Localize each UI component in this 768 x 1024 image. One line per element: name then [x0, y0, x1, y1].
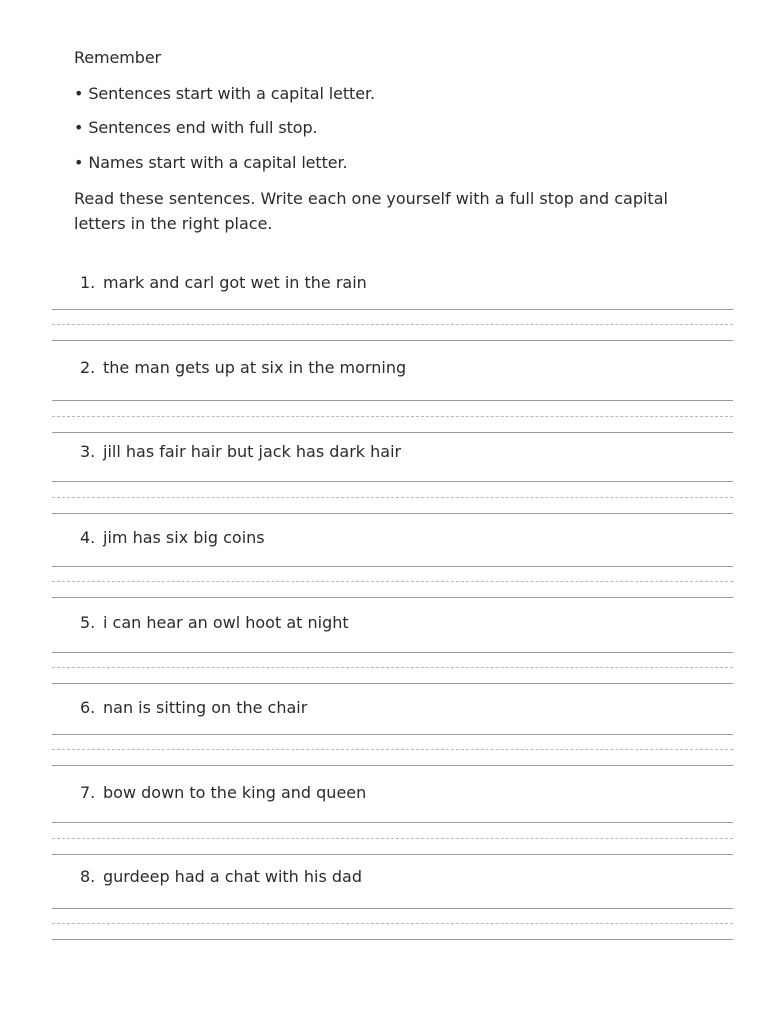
midline-rule: [52, 667, 733, 668]
exercise-item: [0, 441, 768, 521]
handwriting-answer-lines[interactable]: [52, 908, 733, 942]
exercise-sentence: nan is sitting on the chair: [103, 698, 308, 717]
top-rule: [52, 822, 733, 823]
handwriting-answer-lines[interactable]: [52, 822, 733, 856]
exercise-sentence: i can hear an owl hoot at night: [103, 613, 349, 632]
exercise-item: [0, 612, 768, 692]
handwriting-answer-lines[interactable]: [52, 400, 733, 434]
top-rule: [52, 652, 733, 653]
exercise-sentence: jill has fair hair but jack has dark hair: [103, 442, 402, 461]
handwriting-answer-lines[interactable]: [52, 734, 733, 768]
top-rule: [52, 734, 733, 735]
remember-heading: Remember: [74, 48, 162, 67]
instructions-text: Read these sentences. Write each one yourself with a full stop and capital letters in the right place.: [74, 189, 668, 233]
midline-rule: [52, 581, 733, 582]
midline-rule: [52, 749, 733, 750]
baseline-rule: [52, 432, 733, 433]
exercise-number: 5.: [80, 613, 96, 632]
exercise-sentence: gurdeep had a chat with his dad: [103, 867, 363, 886]
rule-bullet-full-stop: • Sentences end with full stop.: [74, 118, 318, 137]
exercise-number: 8.: [80, 867, 96, 886]
baseline-rule: [52, 939, 733, 940]
baseline-rule: [52, 340, 733, 341]
handwriting-answer-lines[interactable]: [52, 309, 733, 343]
rule-bullet-names-capital: • Names start with a capital letter.: [74, 153, 348, 172]
top-rule: [52, 400, 733, 401]
baseline-rule: [52, 683, 733, 684]
exercise-item: [0, 527, 768, 607]
exercise-sentence: bow down to the king and queen: [103, 783, 367, 802]
handwriting-answer-lines[interactable]: [52, 481, 733, 515]
exercise-item: [0, 357, 768, 437]
exercise-number: 2.: [80, 358, 96, 377]
baseline-rule: [52, 765, 733, 766]
exercise-sentence: jim has six big coins: [103, 528, 265, 547]
exercise-number: 4.: [80, 528, 96, 547]
midline-rule: [52, 324, 733, 325]
top-rule: [52, 481, 733, 482]
top-rule: [52, 566, 733, 567]
midline-rule: [52, 838, 733, 839]
exercise-item: [0, 866, 768, 946]
exercise-number: 3.: [80, 442, 96, 461]
baseline-rule: [52, 513, 733, 514]
exercise-item: [0, 782, 768, 862]
handwriting-answer-lines[interactable]: [52, 652, 733, 686]
midline-rule: [52, 416, 733, 417]
exercise-number: 1.: [80, 273, 96, 292]
rule-bullet-capital-start: • Sentences start with a capital letter.: [74, 84, 375, 103]
exercise-sentence: the man gets up at six in the morning: [103, 358, 407, 377]
exercise-number: 6.: [80, 698, 96, 717]
exercise-sentence: mark and carl got wet in the rain: [103, 273, 367, 292]
midline-rule: [52, 923, 733, 924]
baseline-rule: [52, 854, 733, 855]
top-rule: [52, 309, 733, 310]
top-rule: [52, 908, 733, 909]
baseline-rule: [52, 597, 733, 598]
midline-rule: [52, 497, 733, 498]
exercise-item: [0, 697, 768, 777]
handwriting-answer-lines[interactable]: [52, 566, 733, 600]
exercise-number: 7.: [80, 783, 96, 802]
exercise-item: [0, 272, 768, 352]
